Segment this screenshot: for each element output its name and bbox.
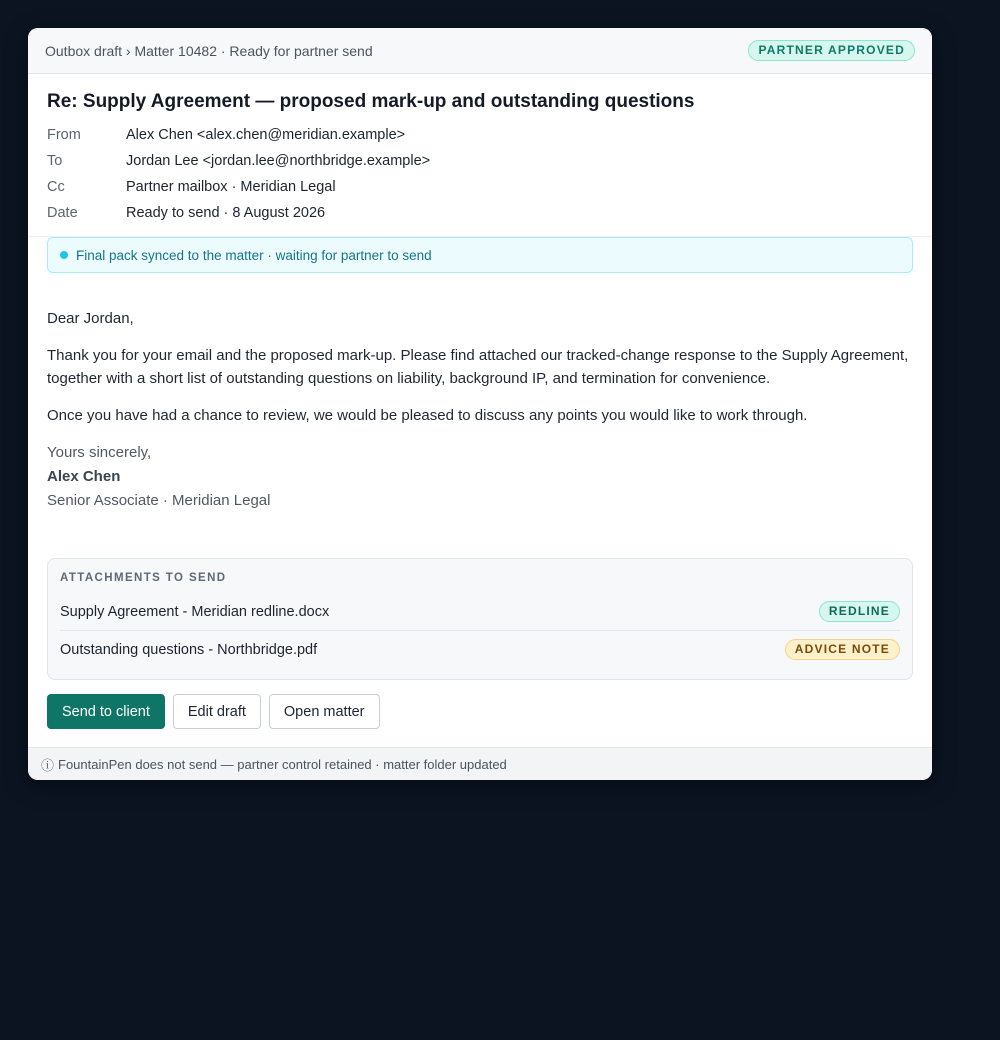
date-row (47, 200, 913, 226)
sync-banner-text: Final pack synced to the matter · waiting for partner to send (76, 247, 432, 263)
to-row (47, 148, 913, 174)
footer-text: FountainPen does not send — partner control retained · matter folder updated (58, 756, 507, 772)
from-value: Alex Chen <alex.chen@meridian.example> (126, 127, 406, 143)
signer-title: Senior Associate · Meridian Legal (47, 492, 271, 509)
attachments-title: ATTACHMENTS TO SEND (60, 572, 227, 584)
breadcrumb: Outbox draft › Matter 10482 · Ready for partner send (45, 42, 373, 59)
footer-status (28, 747, 932, 780)
email-header (28, 74, 932, 237)
attachments-panel (47, 558, 913, 680)
open-matter-button[interactable]: Open matter (269, 694, 380, 729)
status-dot-icon (60, 251, 68, 259)
from-label: From (47, 127, 81, 143)
send-to-client-button[interactable]: Send to client (47, 694, 165, 729)
status-badge: PARTNER APPROVED (748, 40, 915, 61)
from-row (47, 122, 913, 148)
signoff: Yours sincerely, (47, 444, 152, 461)
date-label: Date (47, 205, 78, 221)
greeting: Dear Jordan, (47, 310, 134, 327)
signature-block (47, 441, 913, 513)
attachment-name[interactable]: Outstanding questions - Northbridge.pdf (60, 641, 318, 658)
attachment-item[interactable] (60, 593, 900, 630)
cc-row (47, 174, 913, 200)
body-paragraph-2: Once you have had a chance to review, we would be pleased to discuss any points you would like to work through. (47, 407, 808, 424)
topbar (28, 28, 932, 74)
signer-name: Alex Chen (47, 468, 121, 485)
email-body (28, 273, 932, 513)
attachment-name[interactable]: Supply Agreement - Meridian redline.docx (60, 603, 330, 620)
to-label: To (47, 153, 63, 169)
edit-draft-button[interactable]: Edit draft (173, 694, 261, 729)
action-bar (47, 694, 380, 729)
cc-label: Cc (47, 179, 65, 195)
attachment-tag: REDLINE (819, 601, 900, 622)
cc-value: Partner mailbox · Meridian Legal (126, 179, 336, 195)
body-paragraph-1: Thank you for your email and the proposed mark-up. Please find attached our tracked-change response to the Supply Agreement, together with a short list of outstanding questions on liability, background IP, and termination for convenience. (47, 347, 909, 387)
attachment-tag: ADVICE NOTE (785, 639, 900, 660)
sync-banner (47, 237, 913, 273)
date-value: Ready to send · 8 August 2026 (126, 205, 326, 221)
email-subject: Re: Supply Agreement — proposed mark-up and outstanding questions (47, 91, 695, 112)
email-draft-window (28, 28, 932, 780)
attachment-item[interactable] (60, 630, 900, 668)
to-value: Jordan Lee <jordan.lee@northbridge.example> (126, 153, 431, 169)
info-icon: ⓘ (41, 757, 55, 773)
